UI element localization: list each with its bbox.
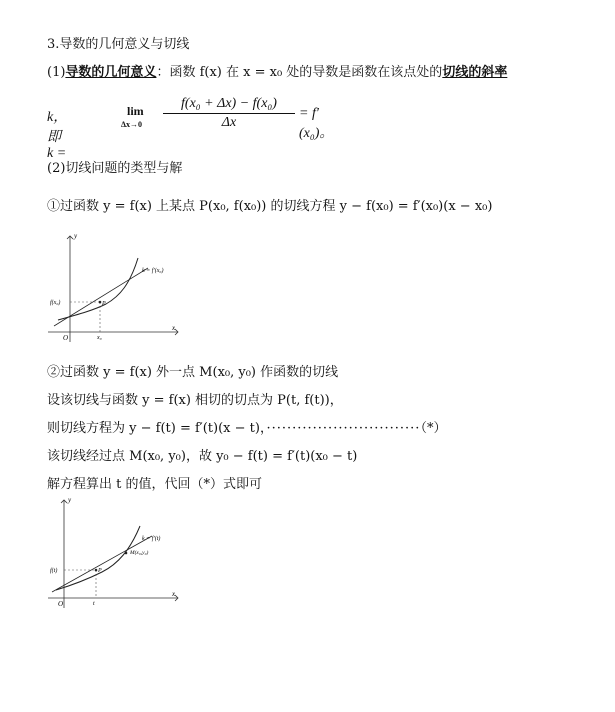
graph2-x-label: x [172, 590, 176, 598]
graph1-x-tick: x₀ [97, 335, 102, 341]
fraction-denominator: Δx [221, 115, 237, 130]
graph1-point-label: P [102, 301, 106, 307]
graph1-slope-label: k = f′(x₀) [142, 268, 164, 274]
lim-subscript: Δx→0 [121, 120, 143, 129]
part1-colon: ： [156, 65, 170, 80]
part1-emph: 切线的斜率 [442, 65, 508, 80]
lim-label: lim [127, 104, 144, 118]
part1-label: (1) [47, 65, 66, 80]
case2-step2-dots: ······························ [266, 421, 421, 436]
graph2-point [95, 569, 98, 572]
graph1-x-label: x [172, 324, 176, 332]
case2-step2-text: 则切线方程为 y − f(t) = f′(t)(x − t)， [47, 421, 267, 436]
graph2-tangent [52, 536, 152, 592]
graph1-tangent [54, 268, 148, 326]
fraction [163, 96, 295, 131]
part2-heading: (2)切线问题的类型与解 [47, 161, 183, 176]
graph1-y-label: y [74, 232, 78, 240]
case2-step1: 设该切线与函数 y = f(x) 相切的切点为 P(t, f(t))， [47, 393, 343, 408]
graph2-m-point [125, 552, 128, 555]
case2-step2 [47, 420, 446, 438]
graph2-slope-label: k = f′(t) [142, 536, 161, 542]
case1-text: ①过函数 y = f(x) 上某点 P(x₀, f(x₀)) 的切线方程 y − f(x₀) = f′(x₀)(x − x₀) [47, 199, 493, 214]
case2-step3: 该切线经过点 M(x₀, y₀)，故 y₀ − f(t) = f′(t)(x₀ − t) [47, 449, 358, 464]
graph-2 [44, 494, 184, 612]
case2-title: ②过函数 y = f(x) 外一点 M(x₀, y₀) 作函数的切线 [47, 365, 339, 380]
graph-1 [44, 228, 184, 346]
graph2-f-label: f(t) [50, 568, 58, 574]
graph2-x-tick: t [93, 601, 95, 607]
part1-sentence: 函数 f(x) 在 x = x₀ 处的导数是函数在该点处的 [169, 65, 443, 80]
section-title: 3.导数的几何意义与切线 [47, 37, 190, 52]
graph2-origin: O [58, 600, 64, 608]
fraction-numerator: f(x₀ + Δx) − f(x₀) [163, 96, 295, 114]
graph1-f-label: f(x₀) [50, 300, 61, 306]
case2-step4: 解方程算出 t 的值，代回（*）式即可 [47, 477, 262, 492]
graph2-y-label: y [68, 496, 72, 504]
case2-step2-tag: （*） [420, 421, 447, 436]
derivative-result: = f′(x₀)。 [299, 106, 334, 141]
part1-line [47, 64, 507, 82]
graph2-curve [56, 526, 140, 590]
part1-heading: 导数的几何意义 [65, 65, 157, 80]
graph2-m-label: M(x₀,y₀) [130, 550, 149, 556]
graph1-point [99, 301, 102, 304]
k-line-prefix: k，即 k = [47, 110, 68, 161]
graph2-point-label: P [98, 568, 102, 574]
graph1-origin: O [63, 334, 69, 342]
